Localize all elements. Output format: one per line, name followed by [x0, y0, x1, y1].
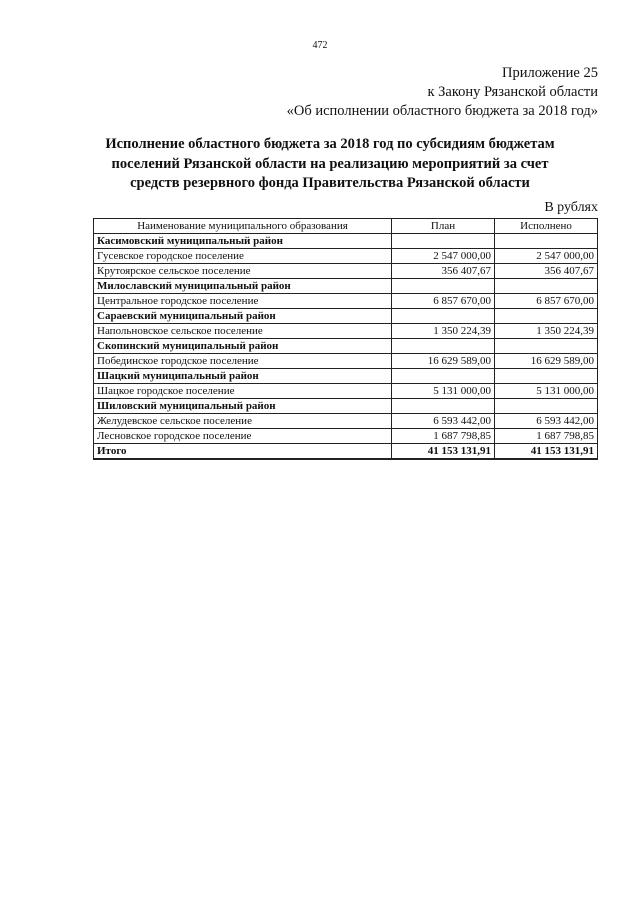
executed-value: 6 857 670,00 — [495, 294, 598, 309]
budget-table — [93, 218, 598, 460]
settlement-name: Центральное городское поселение — [94, 294, 392, 309]
executed-value: 16 629 589,00 — [495, 354, 598, 369]
district-row — [94, 234, 598, 249]
settlement-name: Гусевское городское поселение — [94, 249, 392, 264]
plan-value: 6 593 442,00 — [392, 414, 495, 429]
table-header-row — [94, 219, 598, 234]
executed-value: 6 593 442,00 — [495, 414, 598, 429]
table-row — [94, 324, 598, 339]
total-plan: 41 153 131,91 — [392, 444, 495, 460]
settlement-name: Шацкое городское поселение — [94, 384, 392, 399]
plan-value: 5 131 000,00 — [392, 384, 495, 399]
table-row — [94, 249, 598, 264]
district-row — [94, 369, 598, 384]
header-name: Наименование муниципального образования — [94, 219, 392, 234]
appendix-reference — [287, 64, 598, 121]
table-row — [94, 294, 598, 309]
table-row — [94, 414, 598, 429]
table-row — [94, 384, 598, 399]
table-row — [94, 264, 598, 279]
executed-value: 356 407,67 — [495, 264, 598, 279]
title-line: поселений Рязанской области на реализацию мероприятий за счет — [111, 155, 549, 172]
district-name: Касимовский муниципальный район — [94, 234, 392, 249]
plan-value: 1 350 224,39 — [392, 324, 495, 339]
page-number: 472 — [312, 40, 328, 51]
appendix-line: «Об исполнении областного бюджета за 2018 год» — [286, 103, 598, 119]
settlement-name: Крутоярское сельское поселение — [94, 264, 392, 279]
settlement-name: Напольновское сельское поселение — [94, 324, 392, 339]
settlement-name: Лесновское городское поселение — [94, 429, 392, 444]
district-row — [94, 279, 598, 294]
district-name: Шацкий муниципальный район — [94, 369, 392, 384]
plan-value: 356 407,67 — [392, 264, 495, 279]
title-line: средств резервного фонда Правительства Рязанской области — [130, 175, 530, 191]
executed-value: 2 547 000,00 — [495, 249, 598, 264]
document-title — [60, 135, 600, 194]
executed-value: 5 131 000,00 — [495, 384, 598, 399]
district-row — [94, 399, 598, 414]
units-label: В рублях — [544, 200, 598, 215]
table-row — [94, 354, 598, 369]
appendix-line: к Закону Рязанской области — [427, 84, 598, 100]
district-name: Шиловский муниципальный район — [94, 399, 392, 414]
total-label: Итого — [94, 444, 392, 460]
executed-value: 1 687 798,85 — [495, 429, 598, 444]
district-row — [94, 309, 598, 324]
district-row — [94, 339, 598, 354]
settlement-name: Желудевское сельское поселение — [94, 414, 392, 429]
plan-value: 6 857 670,00 — [392, 294, 495, 309]
header-executed: Исполнено — [495, 219, 598, 234]
plan-value: 16 629 589,00 — [392, 354, 495, 369]
settlement-name: Побединское городское поселение — [94, 354, 392, 369]
header-plan: План — [392, 219, 495, 234]
district-name: Сараевский муниципальный район — [94, 309, 392, 324]
plan-value: 2 547 000,00 — [392, 249, 495, 264]
district-name: Скопинский муниципальный район — [94, 339, 392, 354]
appendix-line: Приложение 25 — [502, 65, 598, 81]
total-executed: 41 153 131,91 — [495, 444, 598, 460]
district-name: Милославский муниципальный район — [94, 279, 392, 294]
total-row — [94, 444, 598, 460]
table-row — [94, 429, 598, 444]
plan-value: 1 687 798,85 — [392, 429, 495, 444]
title-line: Исполнение областного бюджета за 2018 год по субсидиям бюджетам — [105, 136, 555, 152]
executed-value: 1 350 224,39 — [495, 324, 598, 339]
